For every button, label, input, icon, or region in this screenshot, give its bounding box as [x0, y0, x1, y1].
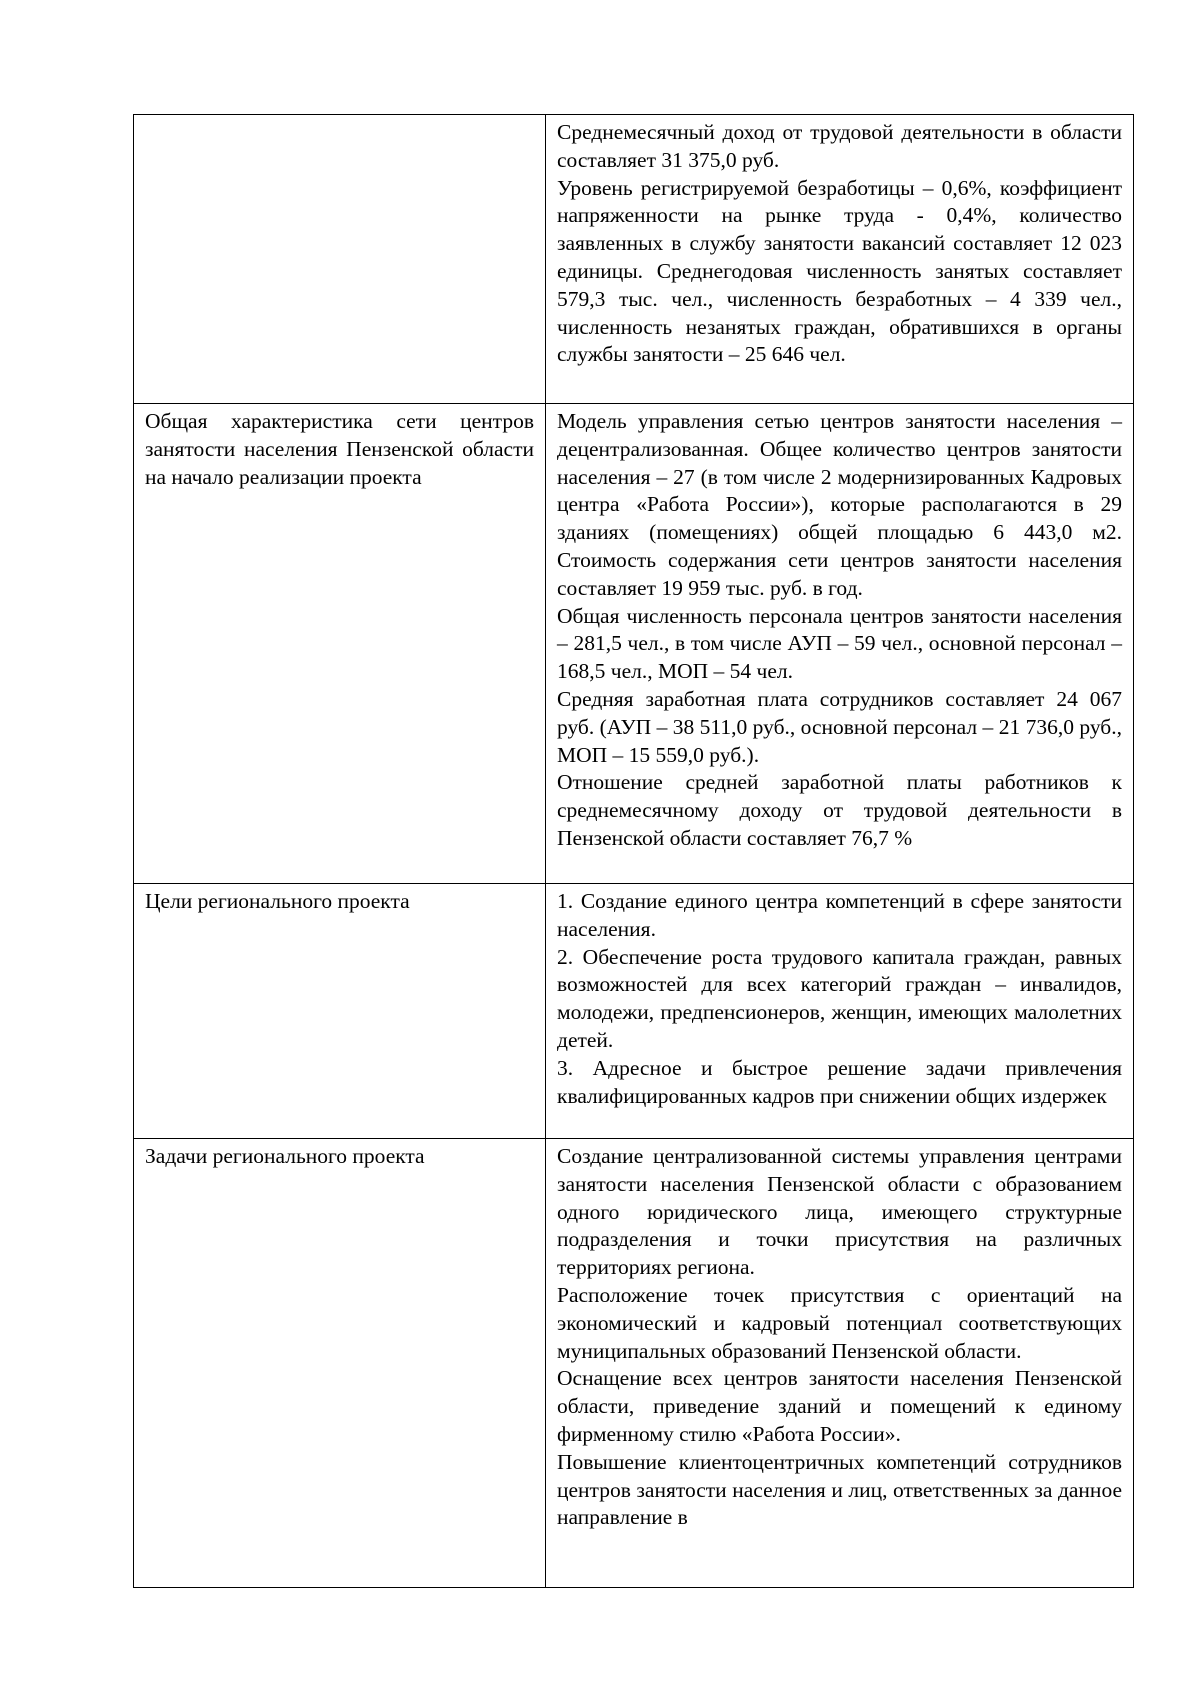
paragraph: 1. Создание единого центра компетенций в сфере занятости населения. — [557, 889, 1122, 941]
paragraph: Создание централизованной системы управления центрами занятости населения Пензенской области с образованием одного юридического лица, имеющего структурные подразделения и точки присутствия на различных территориях региона. — [557, 1144, 1122, 1280]
row-label: Цели регионального проекта — [145, 889, 410, 913]
table-row — [134, 884, 1134, 1139]
project-table — [133, 114, 1134, 1588]
paragraph: Средняя заработная плата сотрудников составляет 24 067 руб. (АУП – 38 511,0 руб., основной персонал – 21 736,0 руб., МОП – 15 559,0 руб.). — [557, 686, 1122, 767]
paragraph: 2. Обеспечение роста трудового капитала граждан, равных возможностей для всех категорий граждан – инвалидов, молодежи, предпенсионеров, женщин, имеющих малолетних детей. — [557, 944, 1122, 1052]
row-content-cell — [546, 115, 1134, 404]
row-content-cell — [546, 884, 1134, 1139]
paragraph: Уровень регистрируемой безработицы – 0,6%, коэффициент напряженности на рынке труда - 0,4%, количество заявленных в службу занятости вакансий составляет 12 023 единицы. Среднегодовая численность занятых составляет 579,3 тыс. чел., численность безработных – 4 339 чел., численность незанятых граждан, обратившихся в органы службы занятости – 25 646 чел. — [557, 175, 1122, 367]
row-content-cell — [546, 404, 1134, 884]
table-row — [134, 1139, 1134, 1588]
paragraph: Отношение средней заработной платы работников к среднемесячному доходу от трудовой деятельности в Пензенской области составляет 76,7 % — [557, 770, 1122, 850]
paragraph: Среднемесячный доход от трудовой деятельности в области составляет 31 375,0 руб. — [557, 120, 1122, 172]
table-row — [134, 115, 1134, 404]
row-content-cell — [546, 1139, 1134, 1588]
paragraph: Повышение клиентоцентричных компетенций сотрудников центров занятости населения и лиц, ответственных за данное направление в — [557, 1449, 1122, 1530]
paragraph: Модель управления сетью центров занятости населения – децентрализованная. Общее количество центров занятости населения – 27 (в том числе 2 модернизированных Кадровых центра «Работа России»), которые располагаются в 29 зданиях (помещениях) общей площадью 6 443,0 м2. Стоимость содержания сети центров занятости населения составляет 19 959 тыс. руб. в год. — [557, 409, 1122, 600]
row-label: Общая характеристика сети центров занятости населения Пензенской области на начало реализации проекта — [145, 409, 534, 489]
row-label-cell — [134, 1139, 546, 1588]
row-label-cell — [134, 115, 546, 404]
row-label-cell — [134, 884, 546, 1139]
paragraph: Расположение точек присутствия с ориентаций на экономический и кадровый потенциал соответствующих муниципальных образований Пензенской области. — [557, 1282, 1122, 1363]
table-row — [134, 404, 1134, 884]
row-label: Задачи регионального проекта — [145, 1144, 425, 1168]
paragraph: 3. Адресное и быстрое решение задачи привлечения квалифицированных кадров при снижении общих издержек — [557, 1055, 1122, 1108]
paragraph: Оснащение всех центров занятости населения Пензенской области, приведение зданий и помещений к единому фирменному стилю «Работа России». — [557, 1366, 1122, 1446]
row-label-cell — [134, 404, 546, 884]
paragraph: Общая численность персонала центров занятости населения – 281,5 чел., в том числе АУП – 59 чел., основной персонал – 168,5 чел., МОП – 54 чел. — [557, 603, 1122, 684]
